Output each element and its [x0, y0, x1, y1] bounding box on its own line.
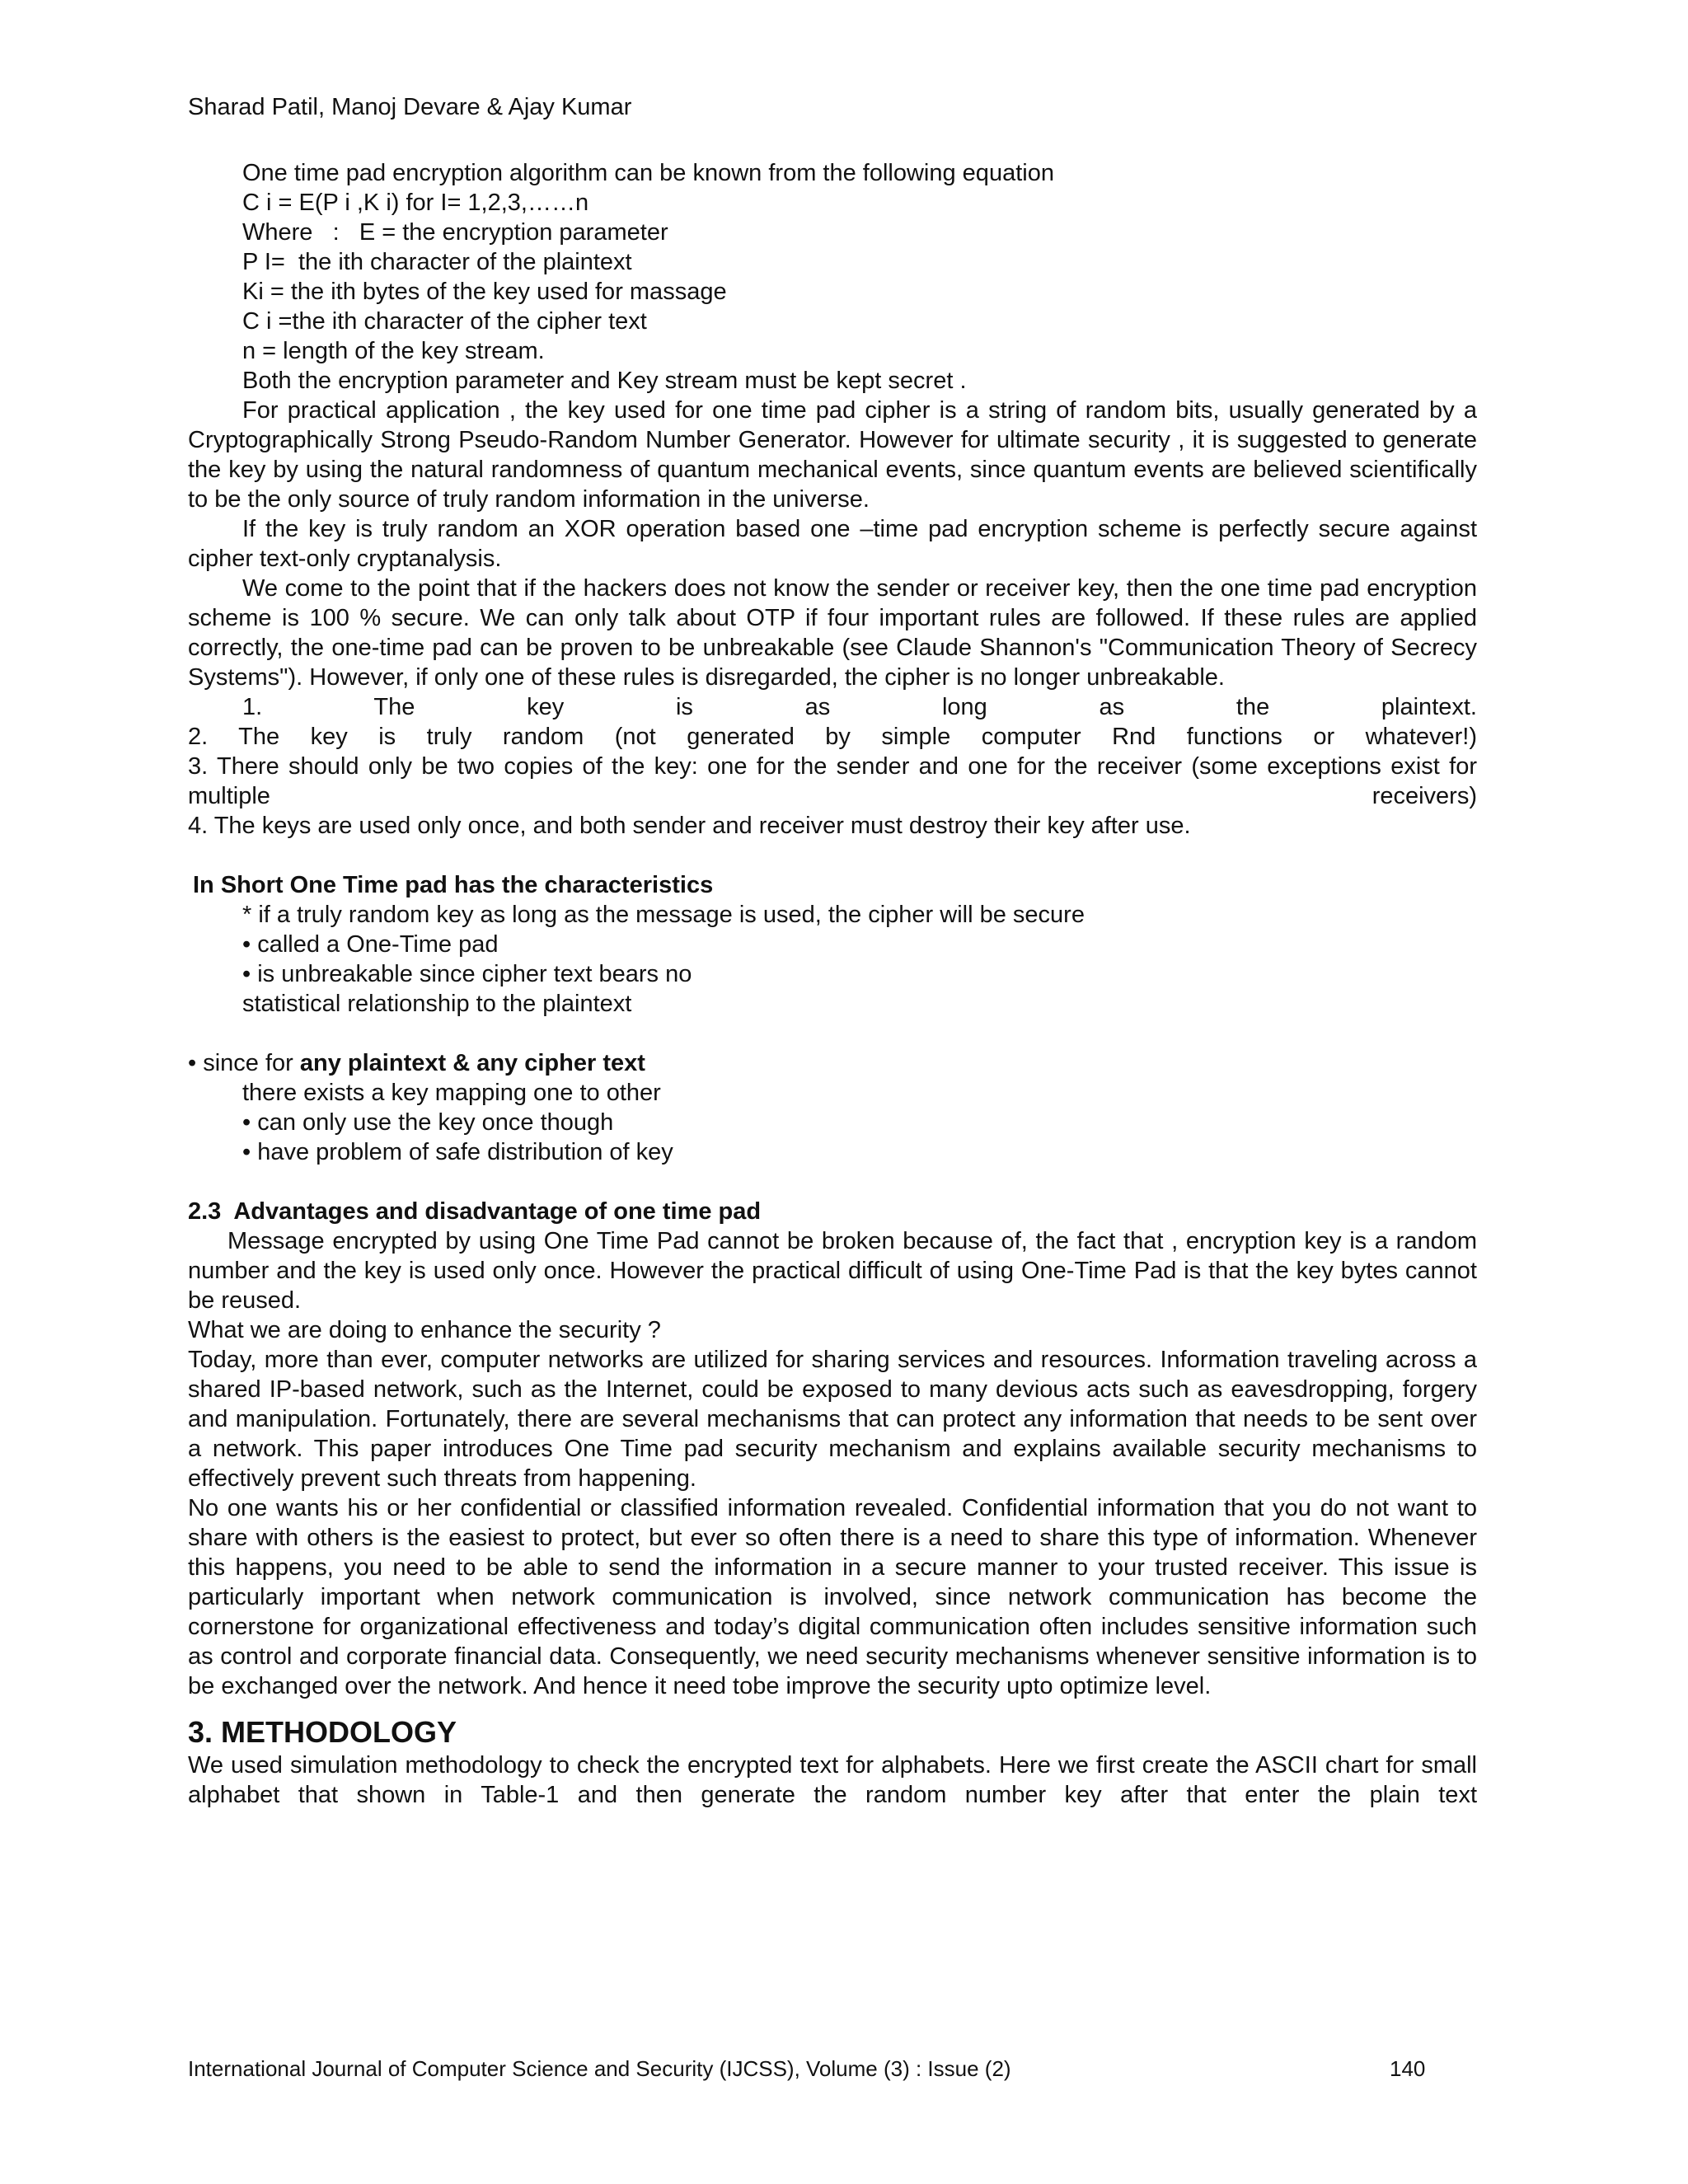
characteristic-3: • is unbreakable since cipher text bears no — [242, 961, 692, 987]
footer-page-number: 140 — [1390, 2056, 1426, 2081]
section-3-paragraph-1: We used simulation methodology to check the encrypted text for alphabets. Here we first create the ASCII chart for small alphabet that shown in Table-1 and then generate the random number key after that enter the plain text — [188, 1752, 1477, 1808]
section-3-heading: 3. METHODOLOGY — [188, 1715, 457, 1749]
running-header-authors: Sharad Patil, Manoj Devare & Ajay Kumar — [188, 94, 632, 120]
paragraph-practical-text: For practical application , the key used for one time pad cipher is a string of random bits, usually generated by a Cryptographically Strong Pseudo-Random Number Generator. However for ultimate security , it is suggested to generate the key by using the natural randomness of quantum mechanical events, since quantum events are believed scientifically to be the only source of truly random information in the universe. — [188, 397, 1477, 513]
section-2-3-paragraph-1-text: Message encrypted by using One Time Pad cannot be broken because of, the fact that , encryption key is a random number and the key is used only once. However the practical difficult of using One-Time Pad is that the key bytes cannot be reused. — [188, 1228, 1477, 1314]
paragraph-practical — [188, 396, 1477, 514]
page-footer — [188, 2055, 1424, 2082]
section-2-3-paragraph-3: No one wants his or her confidential or classified information revealed. Confidential information that you do not want to share with others is the easiest to protect, but ever so often there is a need to share this type of information. Whenever this happens, you need to be able to send the information in a secure manner to your trusted receiver. This issue is particularly important when network communication is involved, since network communication has become the cornerstone for organizational effectiveness and today’s digital communication often includes sensitive information such as control and corporate financial data. Consequently, we need security mechanisms whenever sensitive information is to be exchanged over the network. And hence it need tobe improve the security upto optimize level. — [188, 1495, 1477, 1699]
section-2-3-paragraph-1 — [188, 1226, 1477, 1315]
equation-formula: C i = E(P i ,K i) for I= 1,2,3,……n — [242, 190, 589, 216]
characteristic-4: statistical relationship to the plaintext — [242, 991, 632, 1017]
equation-def-c: C i =the ith character of the cipher text — [242, 308, 647, 335]
section-2-3-paragraph-2: Today, more than ever, computer networks are utilized for sharing services and resources. Information traveling across a shared IP-based network, such as the Internet, could be exposed to many devious acts such as eavesdropping, forgery and manipulation. Fortunately, there are several mechanisms that can protect any information that needs to be sent over a network. This paper introduces One Time pad security mechanism and explains available security mechanisms to effectively prevent such threats from happening. — [188, 1347, 1477, 1492]
characteristic-2: • called a One-Time pad — [242, 931, 499, 958]
rule-3: 3. There should only be two copies of the key: one for the sender and one for the receiver (some exceptions exist for multiple receivers) — [188, 753, 1477, 809]
equation-def-p: P I= the ith character of the plaintext — [242, 249, 632, 275]
equation-def-k: Ki = the ith bytes of the key used for massage — [242, 279, 727, 305]
rule-1: 1. The key is as long as the plaintext. — [242, 694, 1477, 720]
characteristic-7: • have problem of safe distribution of key — [242, 1139, 673, 1165]
characteristic-1: * if a truly random key as long as the message is used, the cipher will be secure — [242, 902, 1085, 928]
page-body — [188, 158, 1477, 1810]
rule-2: 2. The key is truly random (not generated by simple computer Rnd functions or whatever!) — [188, 724, 1477, 750]
paragraph-xor — [188, 514, 1477, 574]
characteristic-since — [188, 1048, 1477, 1078]
characteristic-6: • can only use the key once though — [242, 1109, 614, 1136]
equation-def-e: Where : E = the encryption parameter — [242, 219, 668, 246]
footer-journal: International Journal of Computer Science and Security (IJCSS), Volume (3) : Issue (2) — [188, 2056, 1011, 2081]
section-2-3-heading: 2.3 Advantages and disadvantage of one time pad — [188, 1198, 762, 1225]
characteristic-5: there exists a key mapping one to other — [242, 1080, 661, 1106]
paragraph-rules-intro-text: We come to the point that if the hackers does not know the sender or receiver key, then the one time pad encryption scheme is 100 % secure. We can only talk about OTP if four important rules are followed. If these rules are applied correctly, the one-time pad can be proven to be unbreakable (see Claude Shannon's "Communication Theory of Secrecy Systems"). However, if only one of these rules is disregarded, the cipher is no longer unbreakable. — [188, 575, 1477, 691]
equation-intro: One time pad encryption algorithm can be known from the following equation — [242, 160, 1054, 186]
rule-4: 4. The keys are used only once, and both sender and receiver must destroy their key after use. — [188, 813, 1191, 839]
paragraph-xor-text: If the key is truly random an XOR operation based one –time pad encryption scheme is perfectly secure against cipher text-only cryptanalysis. — [188, 516, 1477, 572]
since-bold: any plaintext & any cipher text — [299, 1050, 645, 1076]
equation-def-n: n = length of the key stream. — [242, 338, 545, 364]
characteristics-heading: In Short One Time pad has the characteristics — [193, 872, 714, 898]
paragraph-rules-intro — [188, 574, 1477, 692]
since-prefix: • since for — [188, 1050, 300, 1076]
section-2-3-question: What we are doing to enhance the security ? — [188, 1317, 661, 1343]
equation-secret-note: Both the encryption parameter and Key stream must be kept secret . — [242, 368, 967, 394]
